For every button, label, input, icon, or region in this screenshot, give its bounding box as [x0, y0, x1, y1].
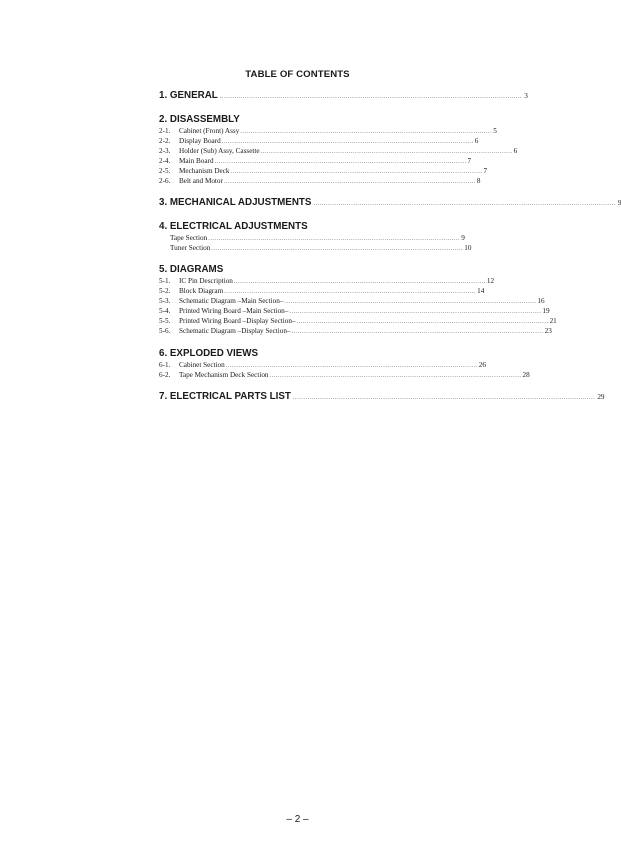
toc-entry[interactable] — [159, 233, 465, 244]
toc-entry-label: Printed Wiring Board –Main Section– — [179, 307, 289, 315]
toc-entry-number: 5-6. — [159, 327, 171, 335]
toc-entry-label: Tape Section — [170, 233, 208, 242]
dot-leader: ........................................................................................................................ — [211, 245, 464, 252]
toc-page-number: 8 — [476, 176, 481, 185]
toc-entry[interactable] — [159, 317, 557, 327]
dot-leader: ........................................................................................................................ — [223, 178, 476, 185]
toc-page-number: 7 — [467, 156, 472, 165]
toc-entry[interactable] — [159, 176, 481, 187]
dot-leader: ........................................................................................................................ — [225, 362, 478, 369]
toc-entry[interactable] — [159, 307, 550, 317]
toc-entry-number: 2-5. — [159, 166, 171, 175]
toc-heading — [159, 221, 398, 233]
toc-entry-number: 5-2. — [159, 287, 171, 295]
toc-page-number: 19 — [542, 307, 550, 315]
toc-page-number: 29 — [597, 393, 605, 401]
toc-entry-label: Display Board — [179, 136, 221, 145]
toc-section-parts-list — [159, 391, 605, 404]
toc-heading-text: 2. DISASSEMBLY — [159, 113, 240, 125]
toc-entry[interactable] — [159, 327, 552, 337]
toc-entry-label: Main Board — [179, 156, 214, 165]
dot-leader: ........................................................................................................................ — [289, 309, 542, 315]
dot-leader: ........................................................................................................................ — [269, 372, 522, 379]
toc-page-number: 14 — [477, 287, 485, 295]
toc-entry-label: IC Pin Description — [179, 277, 233, 285]
toc-section-general — [159, 90, 528, 103]
toc-entry-number: 2-4. — [159, 156, 171, 165]
toc-page-number: 5 — [493, 126, 497, 135]
dot-leader: ........................................................................................................................ — [291, 329, 544, 335]
toc-page-number: 16 — [537, 297, 545, 305]
toc-entry[interactable] — [159, 243, 472, 254]
toc-entry-number: 5-5. — [159, 317, 171, 325]
toc-page-number: 12 — [486, 277, 495, 285]
toc-page-number: 9 — [461, 233, 465, 242]
toc-entry-number: 2-2. — [159, 136, 171, 145]
dot-leader: ................................................................................................................................................ — [313, 201, 616, 207]
toc-page-number: 26 — [478, 360, 486, 369]
toc-heading — [159, 264, 398, 276]
toc-entry[interactable] — [159, 287, 485, 297]
toc-heading — [159, 348, 398, 360]
toc-entry[interactable] — [159, 156, 472, 167]
dot-leader: ................................................................................................................................................ — [292, 395, 596, 401]
toc-entry-number: 2-1. — [159, 126, 171, 135]
toc-entry-label: Mechanism Deck — [179, 166, 230, 175]
toc-entry-label: Block Diagram — [179, 287, 224, 295]
dot-leader: ........................................................................................................................ — [208, 235, 461, 242]
toc-heading-text: 1. GENERAL — [159, 90, 218, 101]
toc-entry-number: 6-1. — [159, 360, 171, 369]
toc-page-number: 23 — [544, 327, 552, 335]
toc-section-mechanical — [159, 197, 621, 210]
toc-page-number: 21 — [549, 317, 557, 325]
dot-leader: ........................................................................................................................ — [260, 148, 513, 155]
toc-page-number: 3 — [524, 92, 528, 100]
toc-page-number: 28 — [522, 370, 530, 379]
dot-leader: ........................................................................................................................ — [221, 138, 474, 145]
toc-heading — [159, 114, 398, 126]
toc-entry-number: 5-4. — [159, 307, 171, 315]
toc-section-electrical — [159, 220, 472, 254]
toc-page-number: 7 — [483, 166, 488, 175]
toc-entry-number: 2-3. — [159, 146, 171, 155]
toc-entry[interactable] — [159, 297, 545, 307]
toc-entry-number: 5-3. — [159, 297, 171, 305]
toc-heading-text: 4. ELECTRICAL ADJUSTMENTS — [159, 220, 308, 232]
toc-heading-text: 3. MECHANICAL ADJUSTMENTS — [159, 197, 312, 208]
toc-page-number: 9 — [617, 199, 621, 207]
toc-entry[interactable] — [159, 136, 479, 147]
toc-entry-number: 2-6. — [159, 176, 171, 185]
toc-section-exploded-views — [159, 347, 530, 381]
toc-entry-label: Tape Mechanism Deck Section — [179, 370, 269, 379]
toc-page-number: 10 — [464, 243, 472, 252]
toc-entry-label: Schematic Diagram –Main Section– — [179, 297, 284, 305]
toc-heading-text: 5. DIAGRAMS — [159, 264, 224, 275]
toc-entry-label: Printed Wiring Board –Display Section– — [179, 317, 296, 325]
toc-entry-label: Schematic Diagram –Display Section– — [179, 327, 291, 335]
toc-entry[interactable] — [159, 166, 488, 177]
toc-page-number: 6 — [474, 136, 479, 145]
dot-leader: ........................................................................................................................ — [284, 299, 537, 305]
toc-section-disassembly — [159, 113, 518, 187]
toc-heading-text: 7. ELECTRICAL PARTS LIST — [159, 391, 291, 402]
toc-entry[interactable] — [159, 126, 497, 137]
toc-entry-number: 5-1. — [159, 277, 171, 285]
page-number-footer: – 2 – — [286, 814, 309, 825]
dot-leader: ........................................................................................................................ — [233, 279, 486, 285]
dot-leader: ........................................................................................................................ — [240, 128, 493, 135]
page-title: TABLE OF CONTENTS — [245, 69, 350, 80]
dot-leader: ........................................................................................................................ — [224, 289, 477, 295]
toc-entry-number: 6-2. — [159, 370, 171, 379]
dot-leader: ........................................................................................................................ — [230, 168, 483, 175]
toc-heading-link[interactable] — [159, 391, 605, 404]
dot-leader: ........................................................................................................................ — [214, 158, 467, 165]
toc-entry[interactable] — [159, 370, 530, 381]
toc-page-number: 6 — [513, 146, 518, 155]
toc-entry-label: Belt and Motor — [179, 176, 223, 185]
dot-leader: ........................................................................................................................ — [296, 319, 549, 325]
toc-entry[interactable] — [159, 277, 495, 287]
toc-entry-label: Tuner Section — [170, 243, 211, 252]
toc-heading-link[interactable] — [159, 90, 528, 103]
toc-entry[interactable] — [159, 146, 518, 157]
toc-heading-link[interactable] — [159, 197, 621, 210]
toc-entry[interactable] — [159, 360, 486, 371]
toc-entry-label: Cabinet (Front) Assy — [179, 126, 240, 135]
toc-entry-label: Cabinet Section — [179, 360, 225, 369]
table-of-contents — [159, 90, 621, 415]
toc-entry-label: Holder (Sub) Assy, Cassette — [179, 146, 260, 155]
toc-section-diagrams — [159, 264, 557, 337]
toc-heading-text: 6. EXPLODED VIEWS — [159, 347, 259, 359]
dot-leader: ................................................................................................................................................ — [219, 94, 523, 100]
